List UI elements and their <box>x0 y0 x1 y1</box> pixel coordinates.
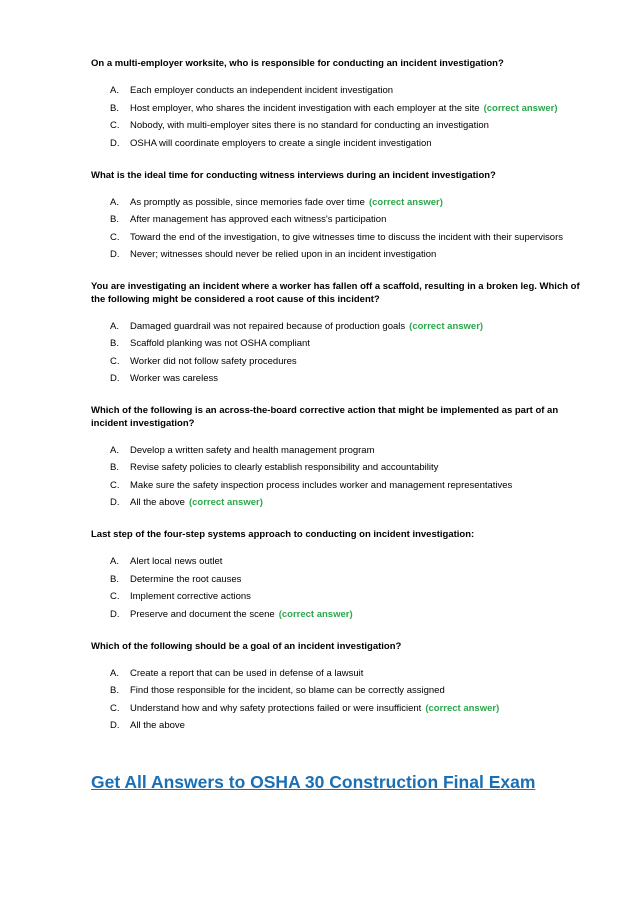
option-text: Create a report that can be used in defense of a lawsuit <box>130 667 364 679</box>
option-letter: C. <box>110 355 120 367</box>
correct-answer-label: (correct answer) <box>188 497 263 508</box>
option-list <box>91 321 596 386</box>
option-item <box>91 338 596 350</box>
option-letter: B. <box>110 338 119 349</box>
option-text: Host employer, who shares the incident investigation with each employer at the site <box>130 102 480 114</box>
option-text: Understand how and why safety protections failed or were insufficient <box>130 702 422 714</box>
get-all-answers-link[interactable]: Get All Answers to OSHA 30 Construction Final Exam <box>91 772 536 792</box>
option-text: Make sure the safety inspection process includes worker and management representatives <box>130 479 513 491</box>
option-text: Worker was careless <box>130 373 218 384</box>
question-text: What is the ideal time for conducting witness interviews during an incident investigation? <box>91 169 496 181</box>
option-item <box>91 497 596 509</box>
question-text: Last step of the four-step systems approach to conducting on incident investigation: <box>91 529 475 540</box>
option-letter: B. <box>110 214 119 225</box>
option-item <box>91 591 596 603</box>
option-text: As promptly as possible, since memories fade over time <box>130 196 365 208</box>
option-text: Nobody, with multi-employer sites there is no standard for conducting an investigation <box>130 120 489 131</box>
option-item <box>91 120 596 132</box>
option-text: Determine the root causes <box>130 573 242 585</box>
option-text: Develop a written safety and health management program <box>130 444 375 456</box>
question-block <box>91 281 596 385</box>
option-letter: D. <box>110 720 120 731</box>
option-item <box>91 103 596 115</box>
option-text: All the above <box>130 497 185 508</box>
option-item <box>91 703 596 715</box>
option-letter: A. <box>110 556 119 567</box>
option-item <box>91 574 596 586</box>
option-item <box>91 138 596 150</box>
option-text: OSHA will coordinate employers to create a single incident investigation <box>130 137 432 149</box>
option-letter: D. <box>110 137 120 149</box>
question-block <box>91 529 596 621</box>
option-list <box>91 668 596 733</box>
option-letter: B. <box>110 685 119 696</box>
option-item <box>91 720 596 732</box>
question-block <box>91 58 596 150</box>
option-letter: D. <box>110 249 120 260</box>
correct-answer-label: (correct answer) <box>278 608 353 620</box>
option-item <box>91 321 596 333</box>
option-letter: C. <box>110 479 120 491</box>
option-item <box>91 480 596 492</box>
option-letter: D. <box>110 497 120 508</box>
question-block <box>91 170 596 262</box>
quiz-document <box>91 58 596 752</box>
question-text: On a multi-employer worksite, who is responsible for conducting an incident investigation? <box>91 58 504 69</box>
option-text: Toward the end of the investigation, to give witnesses time to discuss the incident with their supervisors <box>130 231 563 243</box>
option-item <box>91 685 596 697</box>
option-letter: C. <box>110 702 120 714</box>
option-text: Implement corrective actions <box>130 591 251 602</box>
option-letter: C. <box>110 591 120 602</box>
option-letter: C. <box>110 120 120 131</box>
correct-answer-label: (correct answer) <box>368 196 443 208</box>
option-list <box>91 197 596 262</box>
correct-answer-label: (correct answer) <box>409 320 484 332</box>
option-item <box>91 556 596 568</box>
option-letter: A. <box>110 320 119 332</box>
option-letter: A. <box>110 85 119 96</box>
correct-answer-label: (correct answer) <box>483 102 558 114</box>
option-item <box>91 356 596 368</box>
option-letter: A. <box>110 196 119 208</box>
question-block <box>91 641 596 733</box>
option-item <box>91 668 596 680</box>
option-item <box>91 214 596 226</box>
option-item <box>91 249 596 261</box>
option-item <box>91 85 596 97</box>
question-text: You are investigating an incident where a worker has fallen off a scaffold, resulting in a broken leg. Which of the following might be considered a root cause of this incident? <box>91 281 580 305</box>
question-block <box>91 405 596 509</box>
option-item <box>91 462 596 474</box>
option-letter: A. <box>110 444 119 456</box>
question-text: Which of the following should be a goal of an incident investigation? <box>91 640 402 652</box>
option-list <box>91 445 596 510</box>
option-letter: D. <box>110 373 120 384</box>
option-item <box>91 197 596 209</box>
option-text: Each employer conducts an independent incident investigation <box>130 85 394 96</box>
option-item <box>91 232 596 244</box>
option-item <box>91 373 596 385</box>
option-list <box>91 85 596 150</box>
option-text: Worker did not follow safety procedures <box>130 355 297 367</box>
option-letter: B. <box>110 102 119 114</box>
option-text: Preserve and document the scene <box>130 608 275 620</box>
option-item <box>91 445 596 457</box>
option-letter: B. <box>110 462 119 473</box>
option-letter: D. <box>110 608 120 620</box>
option-text: Revise safety policies to clearly establish responsibility and accountability <box>130 462 439 473</box>
option-text: Alert local news outlet <box>130 556 223 567</box>
option-text: Scaffold planking was not OSHA compliant <box>130 338 310 349</box>
option-text: All the above <box>130 720 185 731</box>
correct-answer-label: (correct answer) <box>425 702 500 714</box>
option-text: Damaged guardrail was not repaired because of production goals <box>130 320 406 332</box>
question-text: Which of the following is an across-the-board corrective action that might be implemented as part of an incident investigation? <box>91 405 559 429</box>
option-item <box>91 609 596 621</box>
option-text: Never; witnesses should never be relied upon in an incident investigation <box>130 249 437 260</box>
option-letter: B. <box>110 573 119 585</box>
option-letter: A. <box>110 667 119 679</box>
option-text: Find those responsible for the incident, so blame can be correctly assigned <box>130 685 445 696</box>
option-list <box>91 556 596 621</box>
option-text: After management has approved each witness's participation <box>130 214 387 225</box>
option-letter: C. <box>110 231 120 243</box>
